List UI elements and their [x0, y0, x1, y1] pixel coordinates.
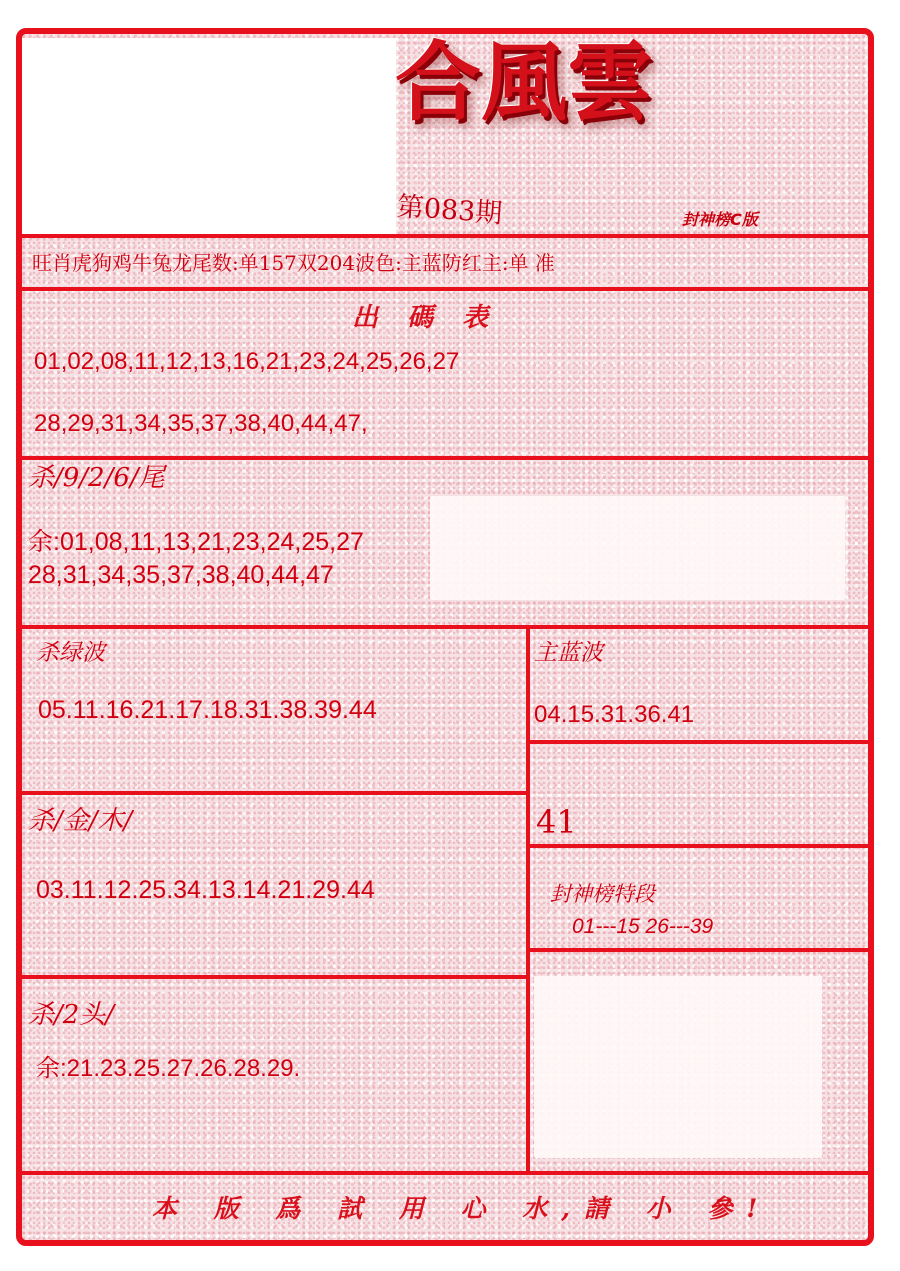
kill-head-numbers: 余:21.23.25.27.26.28.29. — [36, 1055, 301, 1082]
column-divider — [526, 627, 530, 1173]
divider — [22, 1171, 868, 1175]
kill-green-heading: 杀绿波 — [36, 640, 105, 666]
special-range-values: 01---15 26---39 — [572, 915, 714, 938]
divider — [22, 975, 530, 979]
divider — [528, 948, 868, 952]
kill-tail-heading: 杀/9/2/6/尾 — [28, 463, 165, 493]
blank-panel — [430, 496, 845, 600]
divider — [528, 844, 868, 848]
divider — [22, 287, 868, 291]
table-row: 01,02,08,11,12,13,16,21,23,24,25,26,27 — [34, 348, 460, 375]
special-range-heading: 封神榜特段 — [550, 882, 655, 906]
divider — [528, 740, 868, 744]
kill-element-heading: 杀/金/木/ — [28, 806, 133, 836]
divider — [22, 456, 868, 460]
kill-tail-line: 余:01,08,11,13,21,23,24,25,27 — [28, 528, 364, 556]
kill-element-numbers: 03.11.12.25.34.13.14.21.29.44 — [36, 876, 375, 904]
kill-head-heading: 杀/2头/ — [28, 1000, 115, 1030]
summary-line: 旺肖虎狗鸡牛兔龙尾数:单157双204波色:主蓝防红主:单 准 — [32, 251, 555, 275]
main-blue-numbers: 04.15.31.36.41 — [534, 701, 695, 728]
footer-note: 本 版 爲 試 用 心 水,請 小 參! — [152, 1194, 772, 1223]
issue-number: 第083期 — [395, 191, 504, 230]
divider — [22, 625, 868, 629]
table-title: 出 碼 表 — [352, 303, 499, 333]
kill-tail-line: 28,31,34,35,37,38,40,44,47 — [28, 561, 334, 589]
edition-label: 封神榜C版 — [682, 210, 758, 229]
blank-panel — [534, 976, 822, 1158]
masthead-title: 合風雲 — [395, 32, 653, 133]
main-blue-heading: 主蓝波 — [534, 640, 603, 666]
divider — [22, 234, 868, 238]
single-number: 41 — [536, 803, 577, 841]
kill-green-numbers: 05.11.16.21.17.18.31.38.39.44 — [38, 696, 377, 724]
divider — [22, 791, 530, 795]
table-row: 28,29,31,34,35,37,38,40,44,47, — [34, 410, 368, 437]
blank-panel — [22, 38, 396, 234]
